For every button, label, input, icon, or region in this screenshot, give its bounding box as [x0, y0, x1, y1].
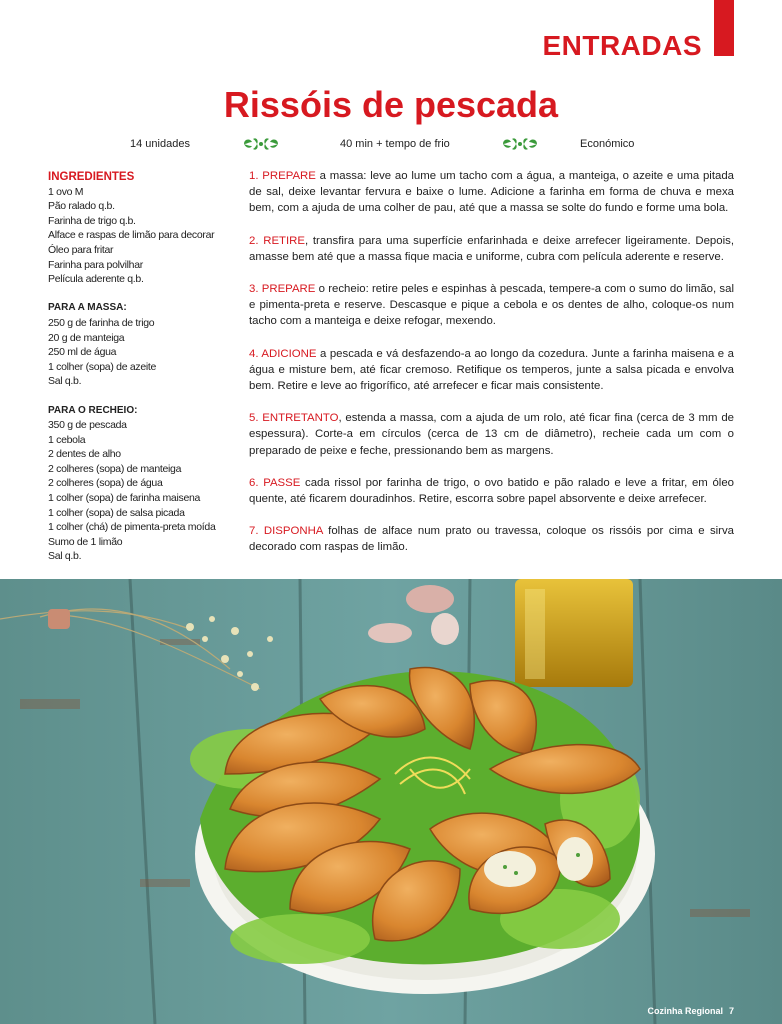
step-3	[249, 281, 734, 330]
dish-photo-illustration	[0, 579, 782, 1024]
step-verb: DISPONHA	[263, 525, 323, 538]
ingredient-item: 1 colher (chá) de pimenta-preta moída	[48, 521, 216, 534]
step-text: a pescada e vá desfazendo-a ao longo da cozedura. Junte a farinha maisena e a água e misture bem, até ficar cremoso. Retifique os temperos, junte a salsa picada e envolva bem. Retire e leve ao frigorífico, até arrefecer e ficar mais consistente.	[249, 347, 734, 393]
step-verb: ADICIONE	[261, 347, 317, 360]
ingredient-item: Sal q.b.	[48, 550, 82, 563]
preparation-steps	[249, 168, 734, 572]
leaf-ornament-icon	[499, 136, 541, 152]
ingredient-item: Pão ralado q.b.	[48, 200, 115, 213]
ingredient-item: 1 colher (sopa) de farinha maisena	[48, 492, 201, 505]
step-number: 6.	[249, 476, 259, 489]
dough-heading: PARA A MASSA:	[48, 302, 127, 314]
step-1	[249, 168, 734, 217]
section-label: ENTRADAS	[542, 30, 702, 61]
step-text: o recheio: retire peles e espinhas à pescada, tempere-a com o sumo do limão, sal e pimenta-preta e reserve. Descasque e pique a cebola e os dentes de alho, coloque-os num tacho com a manteiga e deixe refogar, mexendo.	[249, 283, 734, 328]
step-6	[249, 475, 734, 507]
step-verb: ENTRETANTO	[262, 412, 339, 425]
ingredient-item: Sumo de 1 limão	[48, 535, 123, 548]
recipe-title: Rissóis de pescada	[223, 84, 559, 125]
step-text: , estenda a massa, com a ajuda de um rolo, até ficar fina (cerca de 3 mm de espessura). Corte-a em círculos (cerca de 13 cm de diâmetro), recheie cada um com o preparado de peixe e feche, pressionando bem as margens.	[249, 412, 734, 457]
dish-photo	[0, 579, 782, 1024]
step-number: 2.	[249, 234, 259, 247]
step-number: 5.	[249, 412, 259, 425]
dough-list	[48, 316, 238, 389]
step-verb: RETIRE	[263, 234, 305, 247]
step-number: 1.	[249, 170, 259, 182]
step-text: cada rissol por farinha de trigo, o ovo batido e pão ralado e leve a fritar, em óleo quente, até ficarem douradinhos. Retire, escorra sobre papel absorvente e deixe arrefecer.	[249, 476, 735, 506]
ingredient-item: Alface e raspas de limão para decorar	[48, 229, 215, 242]
ingredient-item: 2 dentes de alho	[48, 448, 121, 461]
step-7	[249, 523, 734, 555]
ingredients-heading: INGREDIENTES	[48, 171, 135, 183]
page-number: 7	[728, 1006, 734, 1016]
ingredient-item: 2 colheres (sopa) de água	[48, 477, 163, 490]
leaf-ornament-icon	[240, 136, 282, 152]
filling-heading: PARA O RECHEIO:	[48, 404, 138, 416]
step-verb: PASSE	[263, 476, 301, 489]
yield-label: 14 unidades	[130, 138, 190, 150]
ingredient-item: 1 ovo M	[48, 185, 84, 198]
ingredient-item: 1 colher (sopa) de salsa picada	[48, 506, 185, 519]
ingredient-item: Óleo para fritar	[48, 243, 114, 256]
step-5	[249, 410, 734, 459]
step-text: , transfira para uma superfície enfarinhada e deixe arrefecer ligeiramente. Depois, amasse bem até que a massa fique macia e uniforme, cubra com película aderente e reserve.	[249, 234, 734, 263]
magazine-name: Cozinha Regional	[647, 1006, 723, 1016]
step-number: 4.	[249, 347, 259, 360]
cost-label: Económico	[580, 138, 635, 150]
ingredient-item: 20 g de manteiga	[48, 331, 125, 344]
ingredient-item: 250 g de farinha de trigo	[48, 316, 155, 329]
ingredient-item: 1 colher (sopa) de azeite	[48, 360, 157, 373]
section-color-bar	[714, 0, 734, 56]
step-2	[249, 233, 734, 265]
filling-list	[48, 418, 238, 564]
step-text: folhas de alface num prato ou travessa, coloque os rissóis por cima e sirva decorado com raspas de limão.	[249, 525, 734, 554]
page-footer	[647, 1006, 734, 1016]
step-verb: PREPARE	[262, 170, 316, 182]
ingredient-item: 2 colheres (sopa) de manteiga	[48, 462, 182, 475]
step-4	[249, 346, 734, 395]
step-verb: PREPARE	[261, 283, 316, 296]
ingredient-item: Farinha de trigo q.b.	[48, 214, 136, 227]
step-text: a massa: leve ao lume um tacho com a água, a manteiga, o azeite e uma pitada de sal, deixe levantar fervura e baixe o lume. Adicione a farinha em forma de chuva e mexa bem, com a ajuda de uma colher de pau, até que a massa se solte do fundo e forme uma bola.	[249, 170, 734, 215]
ingredients-main-list	[48, 185, 238, 287]
step-number: 7.	[249, 525, 259, 538]
ingredient-item: 250 ml de água	[48, 346, 117, 359]
ingredient-item: 350 g de pescada	[48, 419, 127, 432]
ingredient-item: 1 cebola	[48, 433, 86, 446]
ingredient-item: Farinha para polvilhar	[48, 258, 143, 271]
time-label: 40 min + tempo de frio	[340, 138, 450, 150]
ingredients-column	[48, 170, 238, 564]
step-number: 3.	[249, 283, 259, 296]
ingredient-item: Película aderente q.b.	[48, 273, 144, 286]
ingredient-item: Sal q.b.	[48, 375, 82, 388]
recipe-meta	[0, 136, 782, 154]
